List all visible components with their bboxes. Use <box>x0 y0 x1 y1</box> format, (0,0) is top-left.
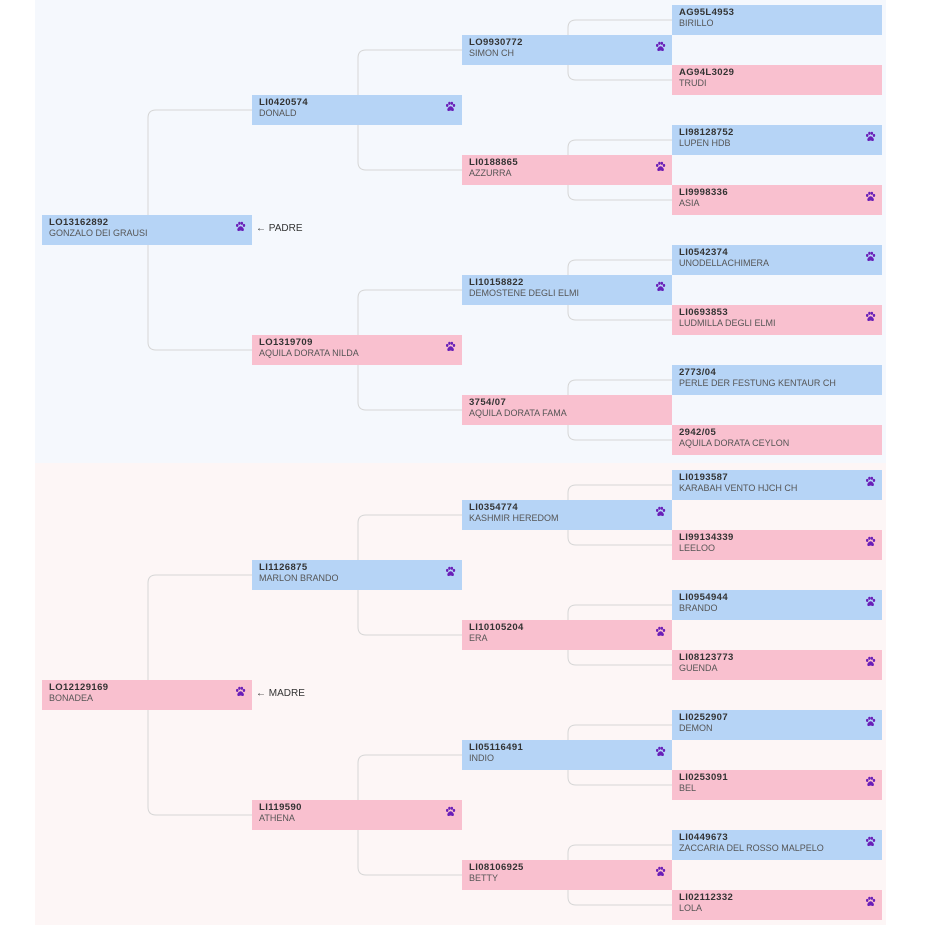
registration-code: LI119590 <box>259 802 302 813</box>
registration-code: LI0420574 <box>259 97 309 108</box>
registration-code: LI9998336 <box>679 187 729 198</box>
sire-label: ← PADRE <box>256 223 303 234</box>
registration-code: LI08106925 <box>469 862 524 873</box>
dog-node-sire-mother-father-mother[interactable] <box>672 305 882 335</box>
paw-icon[interactable] <box>865 534 876 545</box>
paw-icon[interactable] <box>865 129 876 140</box>
registration-code: LI99134339 <box>679 532 734 543</box>
dog-node-sire-mother-mother-father[interactable] <box>672 365 882 395</box>
dog-name: PERLE DER FESTUNG KENTAUR CH <box>679 378 836 388</box>
dog-node-dam-father-father-mother[interactable] <box>672 530 882 560</box>
dog-name: ZACCARIA DEL ROSSO MALPELO <box>679 843 824 853</box>
registration-code: LI0253091 <box>679 772 729 783</box>
dog-name: GONZALO DEI GRAUSI <box>49 228 148 238</box>
dog-node-dam-father-father[interactable] <box>462 500 672 530</box>
registration-code: LI1126875 <box>259 562 308 573</box>
registration-code: 2773/04 <box>679 367 717 378</box>
dog-node-dam-father[interactable] <box>252 560 462 590</box>
dog-name: AQUILA DORATA NILDA <box>259 348 359 358</box>
dog-name: TRUDI <box>679 78 707 88</box>
registration-code: LI0693853 <box>679 307 729 318</box>
registration-code: LI0354774 <box>469 502 519 513</box>
dog-name: BONADEA <box>49 693 94 703</box>
paw-icon[interactable] <box>865 309 876 320</box>
dog-name: LEELOO <box>679 543 716 553</box>
dog-name: BEL <box>679 783 697 793</box>
dog-name: LUPEN HDB <box>679 138 731 148</box>
registration-code: 2942/05 <box>679 427 717 438</box>
paw-icon[interactable] <box>865 714 876 725</box>
paw-icon[interactable] <box>655 624 666 635</box>
dog-node-dam-mother-mother[interactable] <box>462 860 672 890</box>
registration-code: LI02112332 <box>679 892 734 903</box>
dog-node-dam-father-mother[interactable] <box>462 620 672 650</box>
dog-node-sire-mother-father-father[interactable] <box>672 245 882 275</box>
registration-code: LI08123773 <box>679 652 734 663</box>
dog-name: GUENDA <box>679 663 718 673</box>
dog-name: DONALD <box>259 108 297 118</box>
paw-icon[interactable] <box>865 249 876 260</box>
dog-name: KASHMIR HEREDOM <box>469 513 559 523</box>
dog-name: DEMON <box>679 723 713 733</box>
dog-node-dam-self[interactable] <box>42 680 252 710</box>
dog-node-dam-mother-father-mother[interactable] <box>672 770 882 800</box>
paw-icon[interactable] <box>655 39 666 50</box>
dog-name: UNODELLACHIMERA <box>679 258 770 268</box>
paw-icon[interactable] <box>655 864 666 875</box>
registration-code: LI0193587 <box>679 472 729 483</box>
dog-name: AQUILA DORATA CEYLON <box>679 438 790 448</box>
paw-icon[interactable] <box>235 684 246 695</box>
dog-name: SIMON CH <box>469 48 514 58</box>
paw-icon[interactable] <box>655 504 666 515</box>
dog-name: AZZURRA <box>469 168 512 178</box>
dog-node-dam-father-mother-mother[interactable] <box>672 650 882 680</box>
paw-icon[interactable] <box>445 564 456 575</box>
dog-node-sire-father-father-mother[interactable] <box>672 65 882 95</box>
dog-name: KARABAH VENTO HJCH CH <box>679 483 798 493</box>
dog-name: ATHENA <box>259 813 295 823</box>
paw-icon[interactable] <box>865 654 876 665</box>
dog-node-sire-self[interactable] <box>42 215 252 245</box>
registration-code: AG95L4953 <box>679 7 735 18</box>
paw-icon[interactable] <box>445 339 456 350</box>
dog-node-dam-mother-father[interactable] <box>462 740 672 770</box>
paw-icon[interactable] <box>655 744 666 755</box>
dam-label: ← MADRE <box>256 688 305 699</box>
paw-icon[interactable] <box>235 219 246 230</box>
paw-icon[interactable] <box>865 594 876 605</box>
registration-code: LI10105204 <box>469 622 524 633</box>
registration-code: LI05116491 <box>469 742 524 753</box>
dog-name: MARLON BRANDO <box>259 573 339 583</box>
dog-node-dam-father-father-father[interactable] <box>672 470 882 500</box>
dog-node-dam-mother-mother-father[interactable] <box>672 830 882 860</box>
dog-node-dam-mother[interactable] <box>252 800 462 830</box>
registration-code: LI10158822 <box>469 277 524 288</box>
dog-name: BRANDO <box>679 603 718 613</box>
registration-code: LO9930772 <box>469 37 523 48</box>
registration-code: 3754/07 <box>469 397 507 408</box>
dog-node-sire-father-father[interactable] <box>462 35 672 65</box>
registration-code: LO12129169 <box>49 682 109 693</box>
paw-icon[interactable] <box>655 279 666 290</box>
dog-name: AQUILA DORATA FAMA <box>469 408 567 418</box>
dog-node-sire-father-mother-father[interactable] <box>672 125 882 155</box>
dog-node-sire-father-mother[interactable] <box>462 155 672 185</box>
dog-node-sire-father[interactable] <box>252 95 462 125</box>
dog-name: DEMOSTENE DEGLI ELMI <box>469 288 580 298</box>
dog-node-dam-mother-mother-mother[interactable] <box>672 890 882 920</box>
registration-code: LI0542374 <box>679 247 729 258</box>
registration-code: LI0954944 <box>679 592 729 603</box>
registration-code: LI0188865 <box>469 157 519 168</box>
dog-name: ASIA <box>679 198 700 208</box>
paw-icon[interactable] <box>865 474 876 485</box>
registration-code: AG94L3029 <box>679 67 735 78</box>
paw-icon[interactable] <box>655 159 666 170</box>
dog-node-dam-father-mother-father[interactable] <box>672 590 882 620</box>
dog-name: INDIO <box>469 753 495 763</box>
dog-node-sire-father-mother-mother[interactable] <box>672 185 882 215</box>
paw-icon[interactable] <box>865 834 876 845</box>
dog-node-sire-mother[interactable] <box>252 335 462 365</box>
dog-name: LOLA <box>679 903 703 913</box>
registration-code: LI0252907 <box>679 712 729 723</box>
dog-node-sire-mother-mother-mother[interactable] <box>672 425 882 455</box>
paw-icon[interactable] <box>865 894 876 905</box>
dog-node-sire-father-father-father[interactable] <box>672 5 882 35</box>
paw-icon[interactable] <box>865 189 876 200</box>
dog-node-sire-mother-father[interactable] <box>462 275 672 305</box>
dog-name: ERA <box>469 633 488 643</box>
dog-node-sire-mother-mother[interactable] <box>462 395 672 425</box>
registration-code: LO1319709 <box>259 337 313 348</box>
registration-code: LI98128752 <box>679 127 734 138</box>
paw-icon[interactable] <box>445 99 456 110</box>
dog-name: LUDMILLA DEGLI ELMI <box>679 318 776 328</box>
registration-code: LI0449673 <box>679 832 729 843</box>
dog-name: BETTY <box>469 873 499 883</box>
dog-node-dam-mother-father-father[interactable] <box>672 710 882 740</box>
paw-icon[interactable] <box>865 774 876 785</box>
registration-code: LO13162892 <box>49 217 109 228</box>
paw-icon[interactable] <box>445 804 456 815</box>
dog-name: BIRILLO <box>679 18 714 28</box>
